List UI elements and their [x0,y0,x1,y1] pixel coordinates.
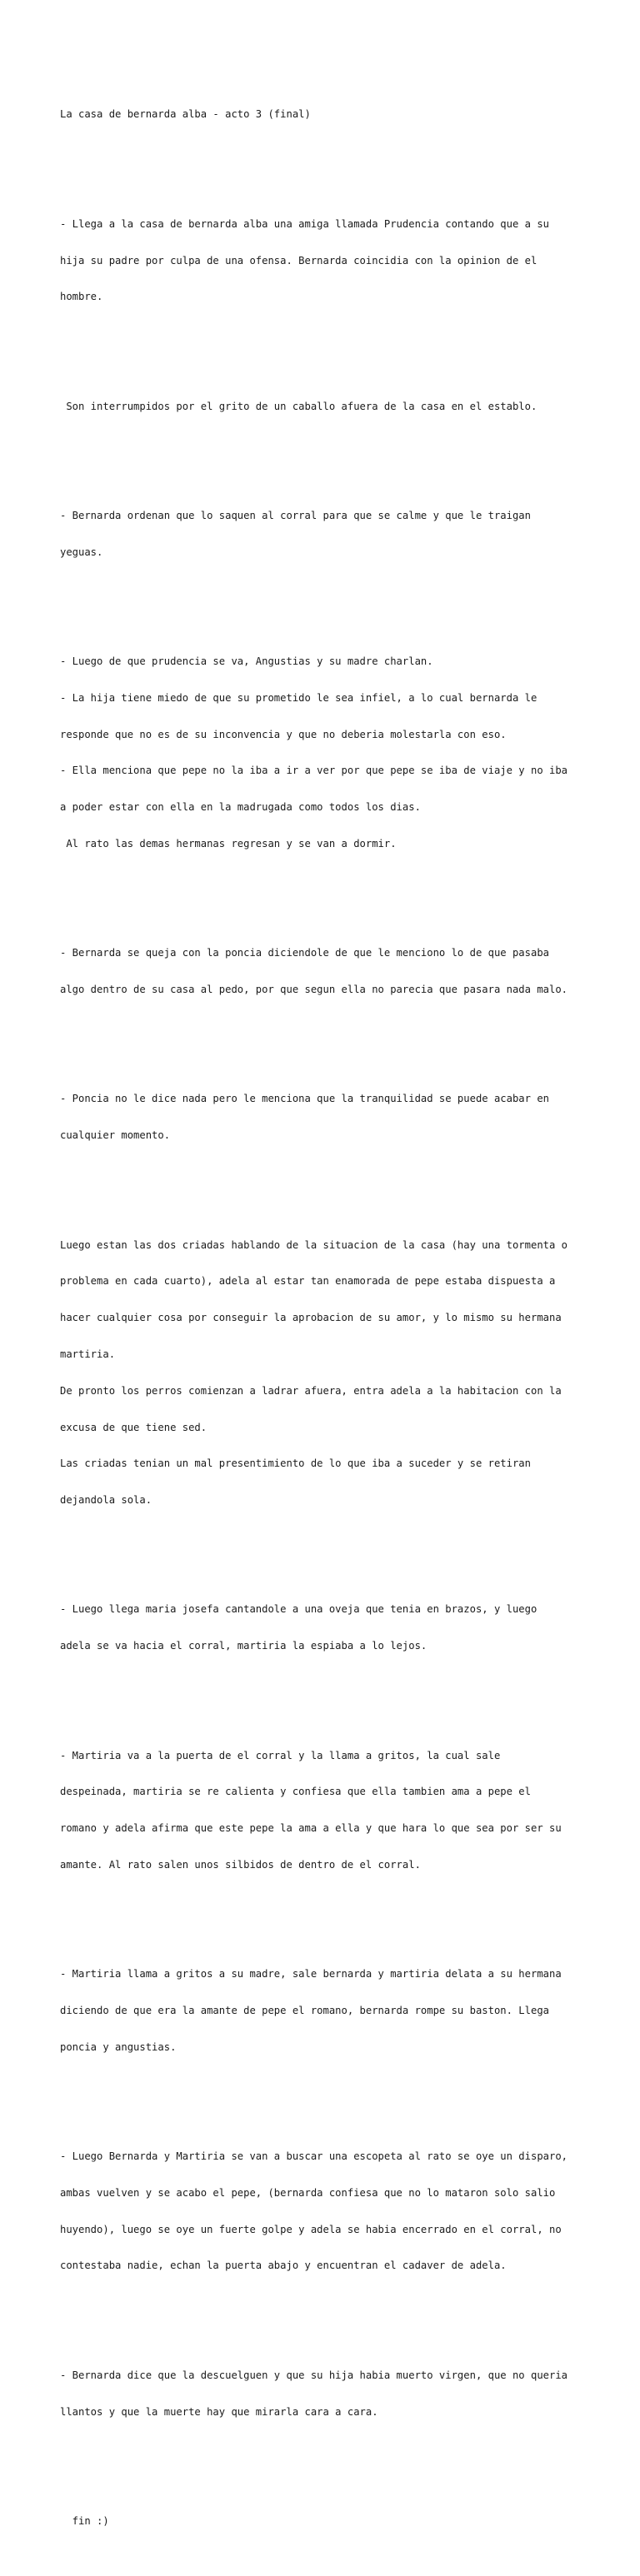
text-line: dejandola sola. [60,1494,152,1507]
text-line: - Llega a la casa de bernarda alba una amiga llamada Prudencia contando que a su [60,217,549,230]
text-line: - Poncia no le dice nada pero le menciona que la tranquilidad se puede acabar en [60,1093,549,1105]
paragraph-10 [60,1944,610,2078]
text-line: excusa de que tiene sed. [60,1421,208,1433]
text-line: - Martiria va a la puerta de el corral y la llama a gritos, la cual sale [60,1749,501,1761]
text-line: - Bernarda dice que la descuelguen y que su hija habia muerto virgen, que no queria [60,2369,568,2381]
paragraph-1 [60,194,610,328]
text-line: De pronto los perros comienzan a ladrar afuera, entra adela a la habitacion con la [60,1384,562,1397]
text-line: hombre. [60,291,103,303]
text-line: a poder estar con ella en la madrugada como todos los dias. [60,801,421,814]
text-line: hacer cualquier cosa por conseguir la aprobacion de su amor, y lo mismo su hermana [60,1312,562,1324]
text-line: fin :) [60,2514,109,2527]
text-line: contestaba nadie, echan la puerta abajo y encuentran el cadaver de adela. [60,2260,507,2272]
text-line: Al rato las demas hermanas regresan y se van a dormir. [60,838,397,850]
text-line: adela se va hacia el corral, martiria la espiaba a lo lejos. [60,1640,428,1652]
text-line: algo dentro de su casa al pedo, por que segun ella no parecia que pasara nada malo. [60,984,568,996]
paragraph-2 [60,376,610,436]
paragraph-9 [60,1725,610,1895]
text-line: - Luego llega maria josefa cantandole a una oveja que tenia en brazos, y luego [60,1603,538,1616]
text-line: ambas vuelven y se acabo el pepe, (bernarda confiesa que no lo mataron solo salio [60,2186,556,2199]
text-line: Luego estan las dos criadas hablando de la situacion de la casa (hay una tormenta o [60,1238,568,1251]
paragraph-4 [60,631,610,874]
text-line: - Luego Bernarda y Martiria se van a buscar una escopeta al rato se oye un disparo, [60,2150,568,2163]
text-line: responde que no es de su inconvencia y que no deberia molestarla con eso. [60,728,507,740]
text-line: Las criadas tenian un mal presentimiento de lo que iba a suceder y se retiran [60,1457,531,1470]
paragraph-11 [60,2126,610,2296]
text-line: - Ella menciona que pepe no la iba a ir a ver por que pepe se iba de viaje y no iba [60,765,568,777]
text-line: - Martiria llama a gritos a su madre, sale bernarda y martiria delata a su hermana [60,1968,562,1981]
text-line: poncia y angustias. [60,2040,177,2053]
text-line: yeguas. [60,546,103,558]
paragraph-5 [60,923,610,1020]
text-line: cualquier momento. [60,1129,171,1142]
text-line: despeinada, martiria se re calienta y confiesa que ella tambien ama a pepe el [60,1786,531,1798]
paragraph-7 [60,1214,610,1530]
text-line: - Bernarda se queja con la poncia diciendole de que le menciono lo de que pasaba [60,947,549,959]
paragraph-3 [60,486,610,583]
text-line: amante. Al rato salen unos silbidos de dentro de el corral. [60,1858,421,1871]
text-line: martiria. [60,1348,116,1360]
text-line: llantos y que la muerte hay que mirarla cara a cara. [60,2405,378,2418]
text-line: - La hija tiene miedo de que su prometido le sea infiel, a lo cual bernarda le [60,691,538,704]
closing-line [60,2491,610,2552]
paragraph-6 [60,1069,610,1166]
document-title: La casa de bernarda alba - acto 3 (final) [60,108,311,121]
text-line: problema en cada cuarto), adela al estar tan enamorada de pepe estaba dispuesta a [60,1275,556,1288]
text-line: - Luego de que prudencia se va, Angustias y su madre charlan. [60,655,433,668]
text-line: Son interrumpidos por el grito de un caballo afuera de la casa en el establo. [60,400,538,412]
paragraph-12 [60,2345,610,2443]
text-line: romano y adela afirma que este pepe la ama a ella y que hara lo que sea por ser su [60,1822,562,1835]
paragraph-8 [60,1579,610,1677]
document-title-block [60,84,610,145]
text-line: - Bernarda ordenan que lo saquen al corral para que se calme y que le traigan [60,509,531,521]
text-line: huyendo), luego se oye un fuerte golpe y adela se habia encerrado en el corral, no [60,2223,562,2235]
text-line: diciendo de que era la amante de pepe el romano, bernarda rompe su baston. Llega [60,2005,549,2016]
text-line: hija su padre por culpa de una ofensa. Bernarda coincidia con la opinion de el [60,254,538,267]
document-page [60,60,610,2576]
